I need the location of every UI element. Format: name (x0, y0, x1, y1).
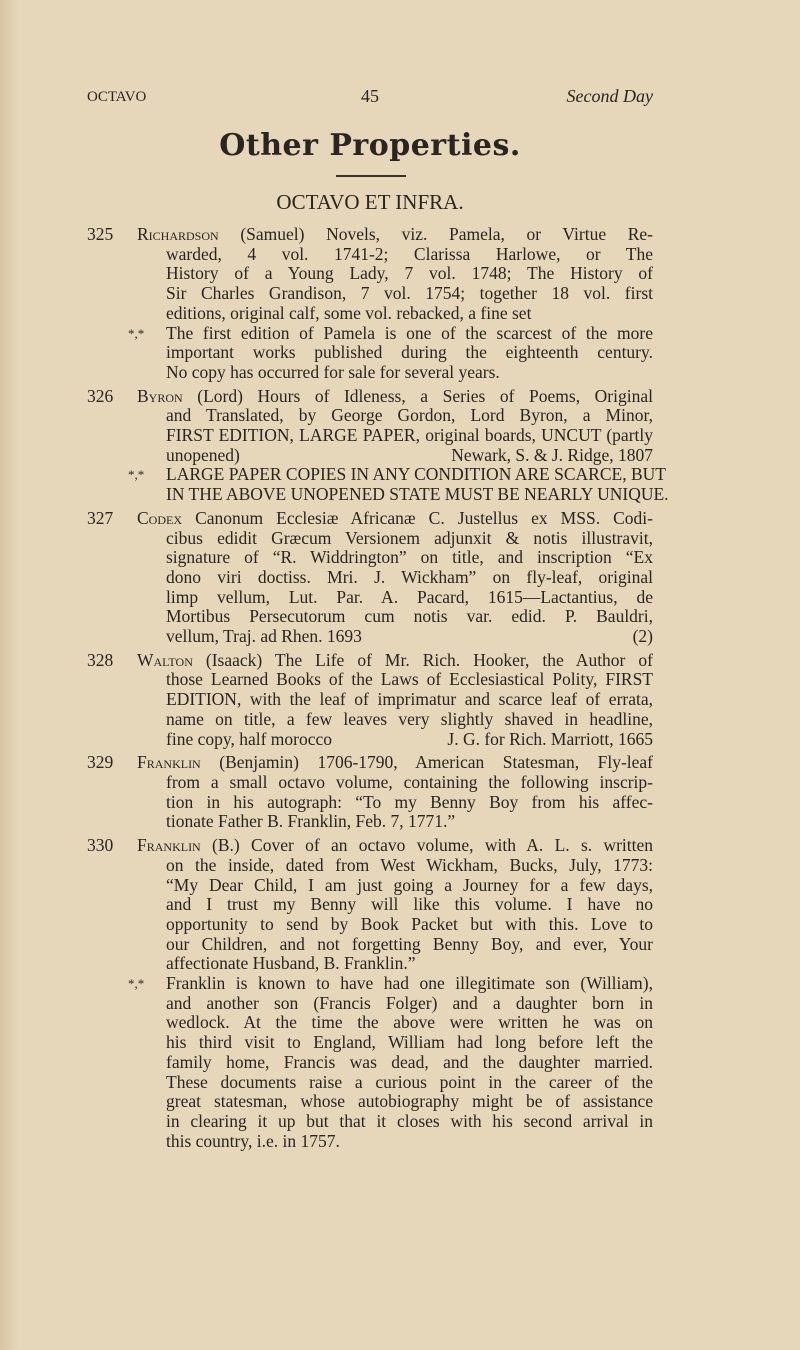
entry-line (87, 464, 666, 485)
line-text: IN THE ABOVE UNOPENED STATE MUST BE NEARLY UNIQUE. (166, 484, 669, 505)
line-text: Mortibus Persecutorum cum notis var. edid. P. Bauldri, (166, 606, 653, 627)
line-text: those Learned Books of the Laws of Ecclesiastical Polity, FIRST (166, 669, 653, 690)
line-text: “My Dear Child, I am just going a Journey for a few days, (166, 874, 653, 895)
line-text: EDITION, with the leaf of imprimatur and scarce leaf of errata, (166, 689, 653, 710)
entry-author: Byron (137, 385, 183, 406)
line-right: J. G. for Rich. Marriott, 1665 (447, 728, 653, 749)
line-text: important works published during the eighteenth century. (166, 342, 653, 363)
header-section: OCTAVO (87, 89, 147, 105)
entry-line (87, 343, 653, 363)
title-rule (336, 175, 406, 177)
catalogue-entry (87, 836, 653, 1151)
entry-line (87, 568, 653, 588)
entry-line (87, 753, 653, 773)
entry-line (87, 406, 653, 426)
line-text: and Translated, by George Gordon, Lord Byron, a Minor, (166, 405, 653, 426)
line-text: LARGE PAPER COPIES IN ANY CONDITION ARE SCARCE, BUT (166, 464, 666, 485)
entry-line (87, 509, 653, 529)
line-text: (Isaack) The Life of Mr. Rich. Hooker, the Author of (192, 649, 653, 670)
line-text: (B.) Cover of an octavo volume, with A. L. s. written (200, 835, 653, 856)
entry-line (87, 994, 653, 1014)
line-text: limp vellum, Lut. Par. A. Pacard, 1615—Lactantius, de (166, 586, 653, 607)
lot-number: 330 (87, 835, 114, 856)
entry-line (87, 730, 653, 750)
entry-line (87, 245, 653, 265)
entry-line (87, 1112, 653, 1132)
note-asterisks-mark: *,* (128, 325, 145, 341)
running-header (87, 86, 653, 110)
entry-line (87, 1013, 653, 1033)
line-text: family home, Francis was dead, and the daughter married. (166, 1051, 653, 1072)
line-text: wedlock. At the time the above were written he was on (166, 1012, 653, 1033)
note-asterisks-mark: *,* (128, 976, 145, 992)
catalogue-entry (87, 651, 653, 750)
entry-line (87, 529, 653, 549)
line-text: cibus edidit Græcum Versionem adjunxit & notis illustravit, (166, 527, 653, 548)
entry-line (87, 225, 653, 245)
line-right: (2) (632, 626, 653, 647)
entry-author: Codex (137, 507, 183, 528)
entry-line (87, 264, 653, 284)
entry-line (87, 1073, 653, 1093)
catalogue-entries (87, 224, 669, 1155)
line-text: Franklin is known to have had one illegitimate son (William), (166, 973, 653, 994)
note-asterisks-mark: *,* (128, 467, 145, 483)
entry-line (87, 1053, 653, 1073)
entry-note (87, 464, 669, 505)
line-text: affectionate Husband, B. Franklin.” (166, 953, 416, 974)
entry-line (87, 607, 653, 627)
catalogue-entry (87, 753, 653, 832)
lot-number: 326 (87, 385, 114, 406)
line-left: vellum, Traj. ad Rhen. 1693 (166, 626, 362, 647)
entry-line (87, 627, 653, 647)
entry-line (87, 773, 653, 793)
line-text: (Samuel) Novels, viz. Pamela, or Virtue Re- (218, 224, 653, 244)
line-text: The first edition of Pamela is one of the scarcest of the more (166, 322, 653, 343)
line-text: (Lord) Hours of Idleness, a Series of Poems, Original (182, 385, 653, 406)
line-text: Canonum Ecclesiæ Africanæ C. Justellus ex MSS. Codi- (182, 507, 653, 528)
catalogue-entry (87, 385, 669, 505)
entry-note (87, 974, 653, 1151)
entry-author: Franklin (137, 752, 201, 773)
line-right: Newark, S. & J. Ridge, 1807 (451, 444, 653, 465)
entry-note (87, 324, 653, 383)
line-left: fine copy, half morocco (166, 728, 333, 749)
lot-number: 329 (87, 752, 114, 773)
entry-line (87, 974, 653, 994)
entry-line (87, 588, 653, 608)
entry-line (87, 484, 669, 505)
line-text: this country, i.e. in 1757. (166, 1130, 340, 1151)
line-text: (Benjamin) 1706-1790, American Statesman, Fly-leaf (200, 752, 653, 773)
entry-line (87, 876, 653, 896)
entry-line (87, 1132, 653, 1152)
entry-line (87, 915, 653, 935)
entry-line (87, 690, 653, 710)
entry-line (87, 935, 653, 955)
entry-line (87, 670, 653, 690)
entry-line (87, 387, 653, 407)
entry-line (87, 836, 653, 856)
entry-line (87, 363, 653, 383)
line-text: and I trust my Benny will like this volume. I have no (166, 894, 653, 915)
entry-line (87, 324, 653, 344)
line-text: and another son (Francis Folger) and a daughter born in (166, 992, 653, 1013)
line-text: tion in his autograph: “To my Benny Boy from his affec- (166, 791, 653, 812)
line-text: our Children, and not forgetting Benny Boy, and ever, Your (166, 933, 653, 954)
line-text: FIRST EDITION, LARGE PAPER, original boards, UNCUT (partly (166, 425, 653, 446)
line-text: on the inside, dated from West Wickham, Bucks, July, 1773: (166, 854, 653, 875)
line-text: tionate Father B. Franklin, Feb. 7, 1771.” (166, 811, 456, 832)
entry-line (87, 548, 653, 568)
entry-line (87, 812, 653, 832)
line-text: No copy has occurred for sale for several years. (166, 361, 500, 382)
line-text: opportunity to send by Book Packet but with this. Love to (166, 913, 653, 934)
entry-line (87, 284, 653, 304)
page-number: 45 (361, 86, 379, 106)
entry-line (87, 426, 653, 446)
line-text: Sir Charles Grandison, 7 vol. 1754; together 18 vol. first (166, 283, 653, 304)
line-text: History of a Young Lady, 7 vol. 1748; The History of (166, 263, 653, 284)
entry-line (87, 1092, 653, 1112)
entry-author: Richardson (137, 224, 219, 244)
line-text: from a small octavo volume, containing the following inscrip- (166, 771, 653, 792)
entry-line (87, 446, 653, 466)
catalogue-entry (87, 225, 653, 383)
line-text: his third visit to England, William had long before left the (166, 1032, 653, 1053)
entry-line (87, 895, 653, 915)
entry-author: Franklin (137, 835, 201, 856)
entry-line (87, 304, 653, 324)
line-text: These documents raise a curious point in the career of the (166, 1071, 653, 1092)
entry-line (87, 1033, 653, 1053)
line-text: dono viri doctiss. Mri. J. Wickham” on fly-leaf, original (166, 566, 653, 587)
entry-line (87, 651, 653, 671)
line-text: warded, 4 vol. 1741-2; Clarissa Harlowe, or The (166, 243, 653, 264)
entry-line (87, 793, 653, 813)
section-subtitle: OCTAVO ET INFRA. (276, 190, 464, 214)
line-text: editions, original calf, some vol. rebacked, a fine set (166, 302, 532, 323)
lot-number: 327 (87, 507, 114, 528)
lot-number: 328 (87, 649, 114, 670)
entry-line (87, 856, 653, 876)
line-text: great statesman, whose autobiography might be of assistance (166, 1091, 653, 1112)
catalogue-entry (87, 509, 653, 647)
entry-line (87, 954, 653, 974)
page-title: Other Properties. (219, 128, 521, 163)
line-text: name on title, a few leaves very slightly shaved in headline, (166, 708, 653, 729)
lot-number: 325 (87, 224, 114, 244)
header-day: Second Day (566, 86, 653, 106)
entry-line (87, 710, 653, 730)
entry-author: Walton (137, 649, 193, 670)
line-text: signature of “R. Widdrington” on title, and inscription “Ex (166, 547, 653, 568)
line-left: unopened) (166, 444, 240, 465)
line-text: in clearing it up but that it closes with his second arrival in (166, 1110, 653, 1131)
